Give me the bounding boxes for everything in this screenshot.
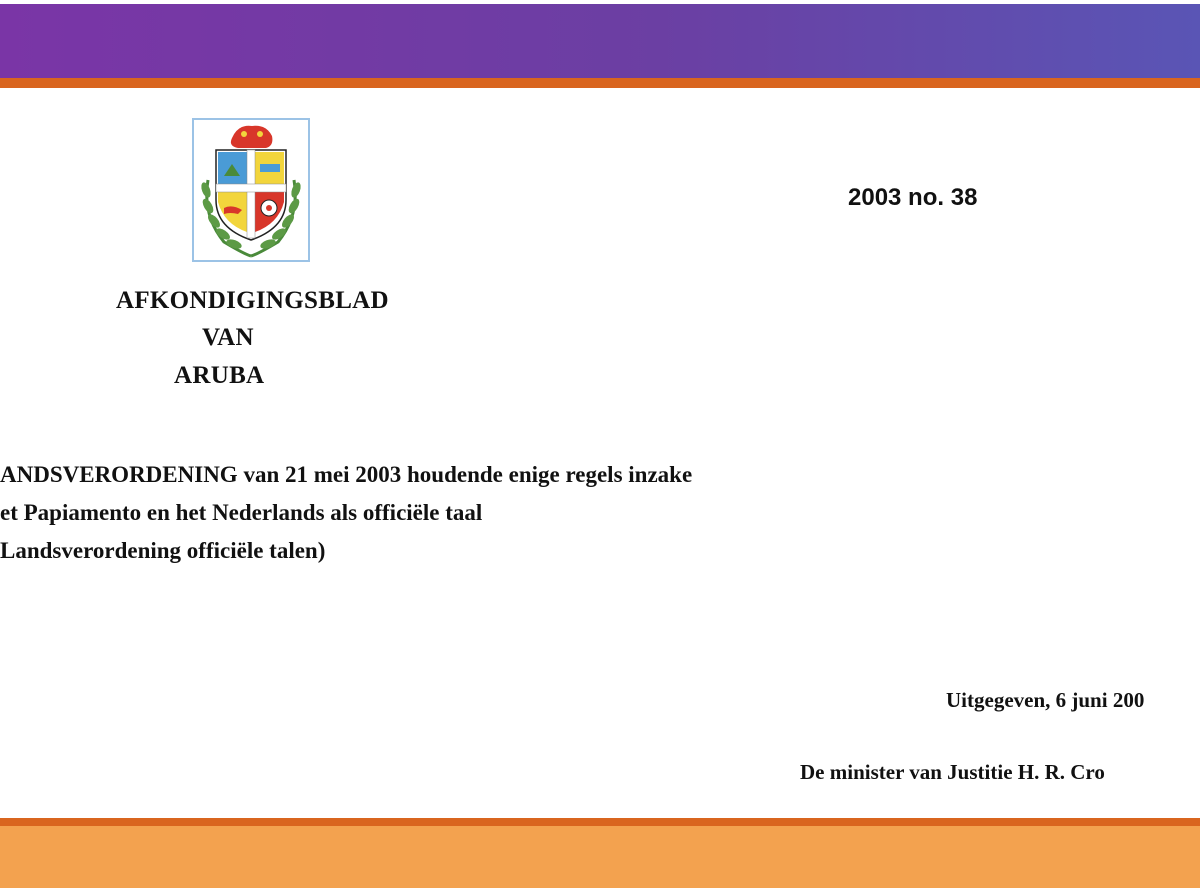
published-date: Uitgegeven, 6 juni 200 xyxy=(946,688,1145,712)
law-title-line-3: Landsverordening officiële talen) xyxy=(0,538,326,563)
law-title xyxy=(0,456,1200,570)
top-orange-line xyxy=(0,78,1200,88)
issue-number: 2003 no. 38 xyxy=(848,184,978,211)
law-title-line-2: et Papiamento en het Nederlands als officiële taal xyxy=(0,500,483,525)
bottom-orange-band xyxy=(0,826,1200,888)
publication-title-line-1: AFKONDIGINGSBLAD xyxy=(116,287,389,314)
publication-title-line-3: ARUBA xyxy=(174,362,265,389)
minister-signature: De minister van Justitie H. R. Cro xyxy=(800,760,1105,784)
bottom-orange-line xyxy=(0,818,1200,826)
coat-of-arms-emblem xyxy=(192,118,310,262)
law-title-line-1: ANDSVERORDENING van 21 mei 2003 houdende enige regels inzake xyxy=(0,462,693,487)
bottom-edge xyxy=(0,888,1200,892)
top-purple-band xyxy=(0,4,1200,78)
coat-of-arms-icon xyxy=(194,120,308,260)
publication-title-line-2: VAN xyxy=(202,324,254,351)
